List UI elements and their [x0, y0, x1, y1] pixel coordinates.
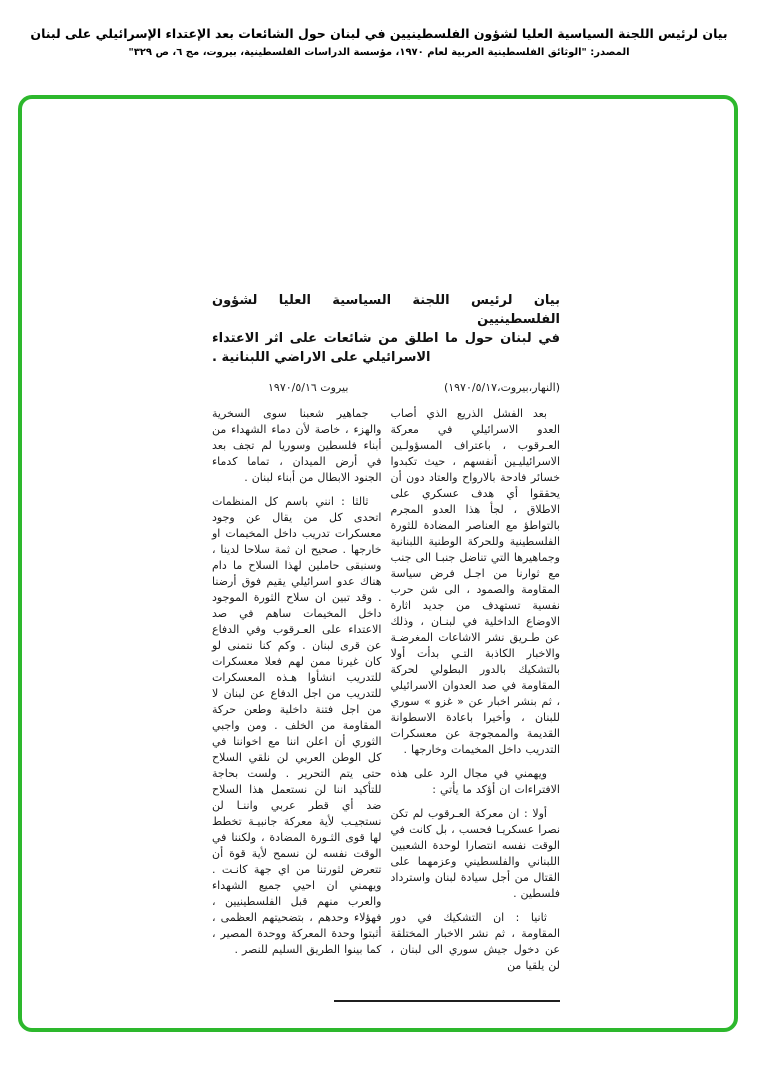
document-title-line-1: بيان لرئيس اللجنة السياسية العليا لشؤون الفلسطينيين	[212, 293, 560, 327]
document-title-line-3: الاسرائيلي على الاراضي اللبنانية .	[212, 350, 431, 365]
column-left	[212, 406, 382, 974]
paragraph: جماهير شعبنا سوى السخرية والهزء ، خاصة لأن دماء الشهداء من أبناء فلسطين وسوريا لم تجف بعد في أرض الميدان ، تماما كدماء الجنود الابطال من أبناء لبنان .	[212, 407, 382, 484]
page-header	[0, 26, 758, 58]
dateline-place-date: بيروت ١٩٧٠/٥/١٦	[268, 381, 349, 394]
paragraph: ثانيا : ان التشكيك في دور المقاومة ، ثم نشر الاخبار المختلقة عن دخول جيش سوري الى لبنان ، لن يلقيا من	[390, 911, 560, 972]
column-right	[391, 406, 561, 974]
document-title	[212, 291, 560, 367]
page-header-title: بيان لرئيس اللجنة السياسية العليا لشؤون الفلسطينيين في لبنان حول الشائعات بعد الإعتداء الإسرائيلي على لبنان	[30, 26, 728, 41]
dateline	[212, 381, 560, 394]
paragraph: ويهمني في مجال الرد على هذه الافتراءات ان أؤكد ما يأتي :	[390, 767, 560, 796]
body-columns	[212, 406, 560, 974]
document-title-line-2: في لبنان حول ما اطلق من شائعات على اثر الاعتداء	[212, 331, 560, 346]
paragraph: بعد الفشل الذريع الذي أصاب العدو الاسرائيلي في معركة العـرقوب ، باعتراف المسؤولـين الاسرائيليـين أنفسهم ، حيث تكبدوا خسائر فادحة بالارواح والعتاد دون أن يحققوا أي هدف عسكري على الاطلاق ، لجأ هذا العدو المجرم بالتواطؤ مع العناصر المضادة للثورة الفلسطينية وللحركة الوطنية اللبنانية وجماهيرها التي تناضل جنبـا الى جنب مع ثوارنا من اجـل فرض سياسة المقاومة والصمود ، الى شن حرب نفسية تستهدف من جديد اثارة الاوضاع الداخلية في لبنـان ، وذلك عن طـريق نشر الاشاعات المغرضـة والاخبار الكاذبة التـي بدأت أولا بالتشكيك بالدور البطولي لحركة المقاومة في صد العدوان الاسرائيلي ، ثم بنشر اخبار عن « غزو » سوري للبنان ، وأخيرا باعادة الاسطوانة القديمة والممجوجة عن معسكرات التدريب داخل المخيمات وخارجها .	[390, 407, 560, 756]
document-content	[212, 291, 560, 1002]
page-header-source: المصدر: "الوثائق الفلسطينية العربية لعام ١٩٧٠، مؤسسة الدراسات الفلسطينية، بيروت، مج ٦، ص ٣٢٩"	[128, 47, 630, 58]
divider-rule	[334, 1000, 560, 1002]
paragraph: ثالثا : انني باسم كل المنظمات اتحدى كل من يقال عن وجود معسكرات تدريب داخل المخيمات او خارجها . صحيح ان ثمة سلاحا لدينا ، وسنبقى حاملين لهذا السلاح ما دام هناك عدو اسرائيلي يقيم فوق أرضنا . وقد تبين ان سلاح الثورة الموجود داخل المخيمات ساهم في صد الاعتداء على العـرقوب وفي الدفاع عن قرى لبنان . وكم كنا نتمنى لو كان غيرنا ممن لهم فعلا معسكرات للتدريب انشأوا هـذه المعسكرات للتدريب من اجل الدفاع عن لبنان لا من اجل فتنة داخلية وطعن حركة المقاومة من الخلف . ومن واجبي الثوري أن اعلن اننا مع اخواننا في كل الوطن العربي لن نلقي السلاح حتى يتم التحرير . ولست بحاجة للتأكيد اننا لن نستعمل هذا السلاح ضد أي قطر عربي واننـا لن نستجيـب لأية معركة جانبيـة تخطط لها قوى الثـورة المضادة ، ولكننا في الوقت نفسه لن نسمح لأية قوة أن تتعرض لثورتنا من اي جهة كانـت . ويهمني ان احيي جميع الشهداء والعرب منهم قبل الفلسطينيين ، فهؤلاء وحدهم ، بتضحيتهم العظمى ، أثبتوا وحدة المعركة ووحدة المصير ، كما بينوا الطريق السليم للنصر .	[212, 495, 382, 956]
document-frame	[18, 95, 738, 1032]
dateline-source-citation: (النهار،بيروت،١٩٧٠/٥/١٧)	[443, 381, 560, 394]
paragraph: أولا : ان معركة العـرقوب لم تكن نصرا عسكريـا فحسب ، بل كانت في الوقت نفسه انتصارا لوحدة الشعبين اللبناني والفلسطيني وعزمهما على القتال من أجل سيادة لبنان واسترداد فلسطين .	[390, 807, 560, 900]
